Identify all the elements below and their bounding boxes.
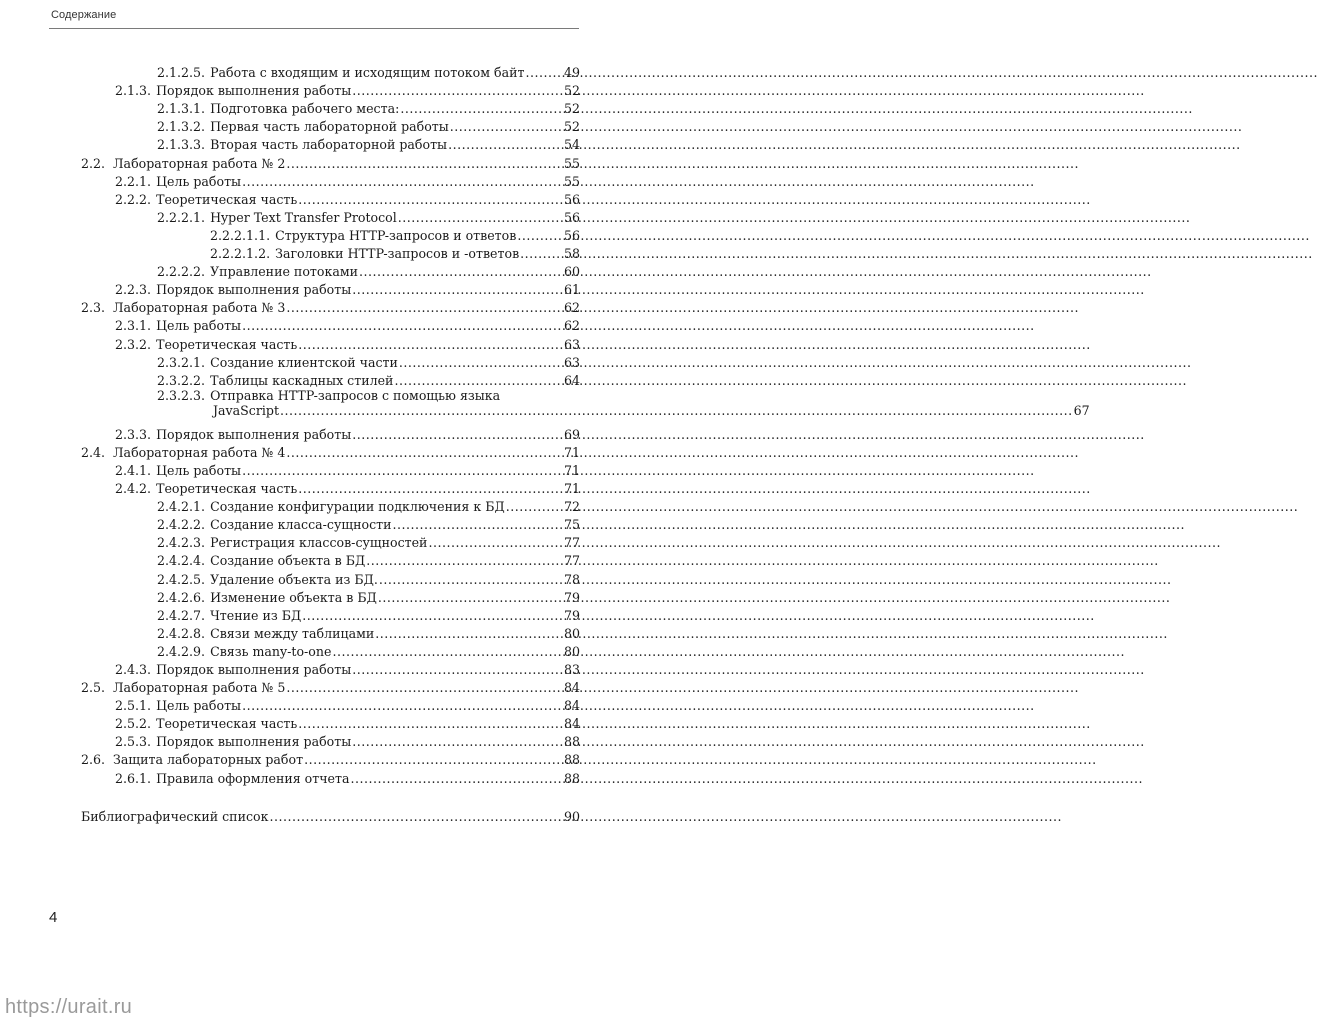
toc-entry-number: 2.4.2.3. <box>157 535 206 551</box>
toc-entry[interactable] <box>0 550 626 568</box>
toc-entry-number: 2.5.1. <box>115 698 152 714</box>
toc-entry-number: 2.1.3.2. <box>157 119 206 135</box>
toc-leader-dots <box>242 174 563 189</box>
toc-entry[interactable] <box>0 677 626 695</box>
toc-entry-number: 2.4.1. <box>115 462 152 478</box>
toc-entry-page: 78 <box>563 571 580 587</box>
toc-entry-page: 79 <box>563 607 580 623</box>
toc-entry-page: 63 <box>563 336 580 352</box>
toc-entry-page: 52 <box>563 101 580 117</box>
toc-entry-number: 2.2.1. <box>115 173 152 189</box>
toc-entry-title: Порядок выполнения работы <box>156 83 352 99</box>
toc-entry-title: Цель работы <box>156 698 242 714</box>
toc-entry[interactable] <box>0 279 626 297</box>
toc-entry-page: 80 <box>563 643 580 659</box>
toc-entry[interactable] <box>0 568 626 586</box>
toc-entry-number: 2.3.2. <box>115 336 152 352</box>
toc-entry[interactable] <box>0 171 626 189</box>
toc-entry-page: 71 <box>563 462 580 478</box>
toc-leader-dots <box>304 752 563 767</box>
toc-entry[interactable] <box>0 116 626 134</box>
toc-entry[interactable] <box>0 659 626 677</box>
toc-entry-page: 54 <box>563 137 580 153</box>
toc-entry-title: Лабораторная работа № 4 <box>113 444 286 460</box>
running-header <box>49 0 579 29</box>
toc-entry[interactable] <box>0 98 626 116</box>
toc-entry-title: Первая часть лабораторной работы <box>210 119 449 135</box>
toc-entry-number: 2.1.3. <box>115 83 152 99</box>
toc-entry[interactable] <box>0 749 626 767</box>
toc-entry-page: 62 <box>563 318 580 334</box>
toc-entry[interactable] <box>0 387 1090 424</box>
toc-entry-page: 61 <box>563 282 580 298</box>
toc-leader-dots <box>448 137 563 152</box>
toc-entry-page: 63 <box>563 354 580 370</box>
toc-entry-page: 55 <box>563 155 580 171</box>
toc-entry[interactable] <box>0 333 626 351</box>
toc-entry[interactable] <box>0 243 626 261</box>
toc-entry-number: 2.3.2.2. <box>157 372 206 388</box>
toc-leader-dots <box>378 590 563 605</box>
toc-entry-title: Цель работы <box>156 173 242 189</box>
toc-entry-page: 56 <box>563 227 580 243</box>
toc-entry-page: 77 <box>563 535 580 551</box>
toc-entry-title: Изменение объекта в БД <box>210 589 377 605</box>
toc-entry-number: 2.5.2. <box>115 716 152 732</box>
toc-entry-number: 2.3.2.1. <box>157 354 206 370</box>
toc-entry-number: 2.4.2.7. <box>157 607 206 623</box>
toc-entry[interactable] <box>0 152 626 170</box>
toc-entry-page: 56 <box>563 209 580 225</box>
toc-entry[interactable] <box>0 261 626 279</box>
toc-entry-number: 2.4.2.5. <box>157 571 206 587</box>
toc-entry[interactable] <box>0 352 626 370</box>
toc-entry-number: 2.4.3. <box>115 662 152 677</box>
toc-entry-page: 52 <box>563 83 580 99</box>
toc-entry-page: 55 <box>563 173 580 189</box>
toc-leader-dots <box>359 264 563 279</box>
toc-entry-title: Связи между таблицами <box>210 625 375 641</box>
toc-entry[interactable] <box>0 806 626 824</box>
toc-entry-page: 84 <box>563 698 580 714</box>
toc-entry-page: 75 <box>563 517 580 533</box>
toc-leader-dots <box>352 427 563 442</box>
toc-entry[interactable] <box>0 496 626 514</box>
toc-entry-title: Лабораторная работа № 3 <box>113 300 286 316</box>
toc-entry[interactable] <box>0 641 626 659</box>
toc-entry-page: 83 <box>563 662 580 677</box>
toc-leader-dots <box>286 445 563 460</box>
toc-entry-title: Таблицы каскадных стилей <box>210 372 394 388</box>
toc-leader-dots <box>394 373 563 388</box>
toc-entry-number: 2.4.2.9. <box>157 643 206 659</box>
toc-entry-number: 2.5.3. <box>115 734 152 750</box>
toc-entry-title: Лабораторная работа № 5 <box>113 680 286 696</box>
toc-leader-dots <box>366 553 563 568</box>
toc-leader-dots <box>520 246 563 261</box>
toc-entry-title: Библиографический список <box>81 808 269 824</box>
toc-leader-dots <box>286 680 563 695</box>
toc-entry-title: Вторая часть лабораторной работы <box>210 137 448 153</box>
toc-entry-title: Теоретическая часть <box>156 336 298 352</box>
toc-leader-dots <box>298 716 563 731</box>
toc-leader-dots <box>392 517 562 532</box>
toc-entry-page: 58 <box>563 246 580 262</box>
toc-entry-page: 71 <box>563 444 580 460</box>
toc-entry[interactable] <box>0 695 626 713</box>
toc-leader-dots <box>242 463 563 478</box>
toc-entry-title: Порядок выполнения работы <box>156 734 352 750</box>
toc-entry[interactable] <box>0 424 626 442</box>
toc-entry-page: 49 <box>563 65 580 81</box>
toc-spacer <box>0 786 626 806</box>
toc-entry[interactable] <box>0 478 626 496</box>
toc-leader-dots <box>350 771 562 786</box>
toc-entry-page: 69 <box>563 426 580 442</box>
toc-leader-dots <box>379 572 563 587</box>
toc-entry[interactable] <box>0 225 626 243</box>
toc-entry-number: 2.4.2.2. <box>157 517 206 533</box>
toc-entry-title-continuation: JavaScript <box>213 402 280 418</box>
toc-leader-dots <box>375 626 563 641</box>
toc-entry-number: 2.2.2.2. <box>157 264 206 280</box>
toc-entry-number: 2.1.3.3. <box>157 137 206 153</box>
toc-entry-title: Защита лабораторных работ <box>113 752 304 768</box>
toc-entry-number: 2.2.2. <box>115 191 152 207</box>
toc-entry[interactable] <box>0 62 626 80</box>
toc-entry[interactable] <box>0 297 626 315</box>
toc-leader-dots <box>269 809 563 824</box>
toc-entry-title: Управление потоками <box>210 264 359 280</box>
toc-entry-page: 60 <box>563 264 580 280</box>
toc-entry-number: 2.2.2.1.2. <box>210 246 271 262</box>
toc-entry-number: 2.6. <box>81 752 106 768</box>
header-title: Содержание <box>51 9 117 21</box>
toc-entry-number: 2.4.2.4. <box>157 553 206 569</box>
toc-entry-title: Цель работы <box>156 318 242 334</box>
toc-entry-number: 2.4. <box>81 444 106 460</box>
toc-leader-dots <box>352 734 563 749</box>
toc-entry-title: Порядок выполнения работы <box>156 662 352 677</box>
toc-entry[interactable] <box>0 532 626 550</box>
toc-entry-page: 71 <box>563 481 580 497</box>
toc-leader-dots <box>242 318 563 333</box>
toc-entry-number: 2.3.3. <box>115 426 152 442</box>
toc-entry-page: 88 <box>563 770 580 786</box>
toc-entry-number: 2.4.2.1. <box>157 499 206 515</box>
toc-entry[interactable] <box>0 605 626 623</box>
toc-entry-page: 52 <box>563 119 580 135</box>
toc-entry[interactable] <box>0 315 626 333</box>
toc-entry-title: Чтение из БД <box>210 607 302 623</box>
toc-entry-page: 67 <box>1073 402 1090 418</box>
toc-entry[interactable] <box>0 514 626 532</box>
toc-leader-dots <box>399 355 563 370</box>
table-of-contents <box>0 62 1090 824</box>
toc-leader-dots <box>298 481 563 496</box>
toc-entry-number: 2.1.2.5. <box>157 65 206 81</box>
toc-entry[interactable] <box>0 731 626 749</box>
toc-leader-dots <box>428 535 563 550</box>
page-number: 4 <box>49 909 58 926</box>
toc-leader-dots <box>517 228 563 243</box>
toc-entry-title: Регистрация классов-сущностей <box>210 535 428 551</box>
toc-leader-dots <box>352 83 563 98</box>
toc-leader-dots <box>526 65 563 80</box>
toc-entry-number: 2.4.2. <box>115 481 152 497</box>
toc-entry-page: 90 <box>563 808 580 824</box>
toc-entry[interactable] <box>0 207 626 225</box>
toc-entry-title: Лабораторная работа № 2 <box>113 155 286 171</box>
toc-leader-dots <box>506 499 563 514</box>
toc-entry-number: 2.2.3. <box>115 282 152 298</box>
toc-leader-dots <box>298 337 563 352</box>
toc-entry-title: Hyper Text Transfer Protocol <box>210 209 397 225</box>
toc-entry-title: Порядок выполнения работы <box>156 426 352 442</box>
toc-entry-title: Правила оформления отчета <box>156 770 350 786</box>
toc-leader-dots <box>302 608 563 623</box>
toc-entry-number: 2.3.2.3. <box>157 387 206 403</box>
toc-entry-number: 2.2.2.1.1. <box>210 227 271 243</box>
toc-entry-page: 77 <box>563 553 580 569</box>
toc-leader-dots <box>398 210 563 225</box>
toc-entry[interactable] <box>0 442 626 460</box>
toc-leader-dots <box>352 282 563 297</box>
toc-entry[interactable] <box>0 623 626 641</box>
toc-entry-page: 56 <box>563 191 580 207</box>
toc-entry-title: Создание конфигурации подключения к БД <box>210 499 505 515</box>
watermark-url: https://urait.ru <box>5 996 133 1018</box>
toc-entry[interactable] <box>0 189 626 207</box>
toc-entry-title: Работа с входящим и исходящим потоком байт <box>210 65 525 81</box>
toc-leader-dots <box>400 101 563 116</box>
toc-entry-title: Теоретическая часть <box>156 191 298 207</box>
toc-entry-number: 2.3. <box>81 300 106 316</box>
toc-entry-page: 64 <box>563 372 580 388</box>
toc-entry[interactable] <box>0 80 626 98</box>
toc-entry-page: 84 <box>563 680 580 696</box>
toc-entry-title: Создание клиентской части <box>210 354 398 370</box>
toc-entry-title: Связь many-to-one <box>210 643 332 659</box>
toc-entry-title: Теоретическая часть <box>156 716 298 732</box>
toc-entry-number: 2.2. <box>81 155 106 171</box>
toc-entry-title: Создание класса-сущности <box>210 517 392 533</box>
toc-leader-dots <box>332 644 563 659</box>
toc-leader-dots <box>280 403 1073 418</box>
toc-entry[interactable] <box>0 460 626 478</box>
toc-entry-title: Отправка HTTP-запросов с помощью языка <box>210 387 501 403</box>
toc-leader-dots <box>242 698 563 713</box>
toc-entry-page: 88 <box>563 734 580 750</box>
toc-entry[interactable] <box>0 713 626 731</box>
toc-entry-title: Подготовка рабочего места: <box>210 101 400 117</box>
toc-entry-page: 79 <box>563 589 580 605</box>
toc-entry-title: Порядок выполнения работы <box>156 282 352 298</box>
toc-entry-number: 2.1.3.1. <box>157 101 206 117</box>
toc-entry[interactable] <box>0 767 626 785</box>
toc-entry-number: 2.2.2.1. <box>157 209 206 225</box>
toc-entry-page: 62 <box>563 300 580 316</box>
toc-leader-dots <box>286 156 563 171</box>
toc-entry-number: 2.4.2.8. <box>157 625 206 641</box>
toc-entry-page: 88 <box>563 752 580 768</box>
toc-leader-dots <box>352 662 563 677</box>
toc-entry-page: 84 <box>563 716 580 732</box>
toc-entry-number: 2.5. <box>81 680 106 696</box>
toc-entry-number: 2.6.1. <box>115 770 152 786</box>
toc-entry-title: Структура HTTP-запросов и ответов <box>275 227 517 243</box>
toc-leader-dots <box>450 119 563 134</box>
toc-entry[interactable] <box>0 370 626 388</box>
toc-leader-dots <box>298 192 563 207</box>
toc-entry-page: 80 <box>563 625 580 641</box>
toc-entry-title: Создание объекта в БД <box>210 553 366 569</box>
toc-entry-number: 2.3.1. <box>115 318 152 334</box>
toc-entry-number: 2.4.2.6. <box>157 589 206 605</box>
toc-entry-title: Удаление объекта из БД. <box>210 571 378 587</box>
toc-leader-dots <box>286 300 563 315</box>
toc-entry[interactable] <box>0 134 626 152</box>
toc-entry-title: Теоретическая часть <box>156 481 298 497</box>
toc-entry[interactable] <box>0 587 626 605</box>
toc-entry-title: Цель работы <box>156 462 242 478</box>
toc-entry-page: 72 <box>563 499 580 515</box>
toc-entry-title: Заголовки HTTP-запросов и -ответов <box>275 246 520 262</box>
